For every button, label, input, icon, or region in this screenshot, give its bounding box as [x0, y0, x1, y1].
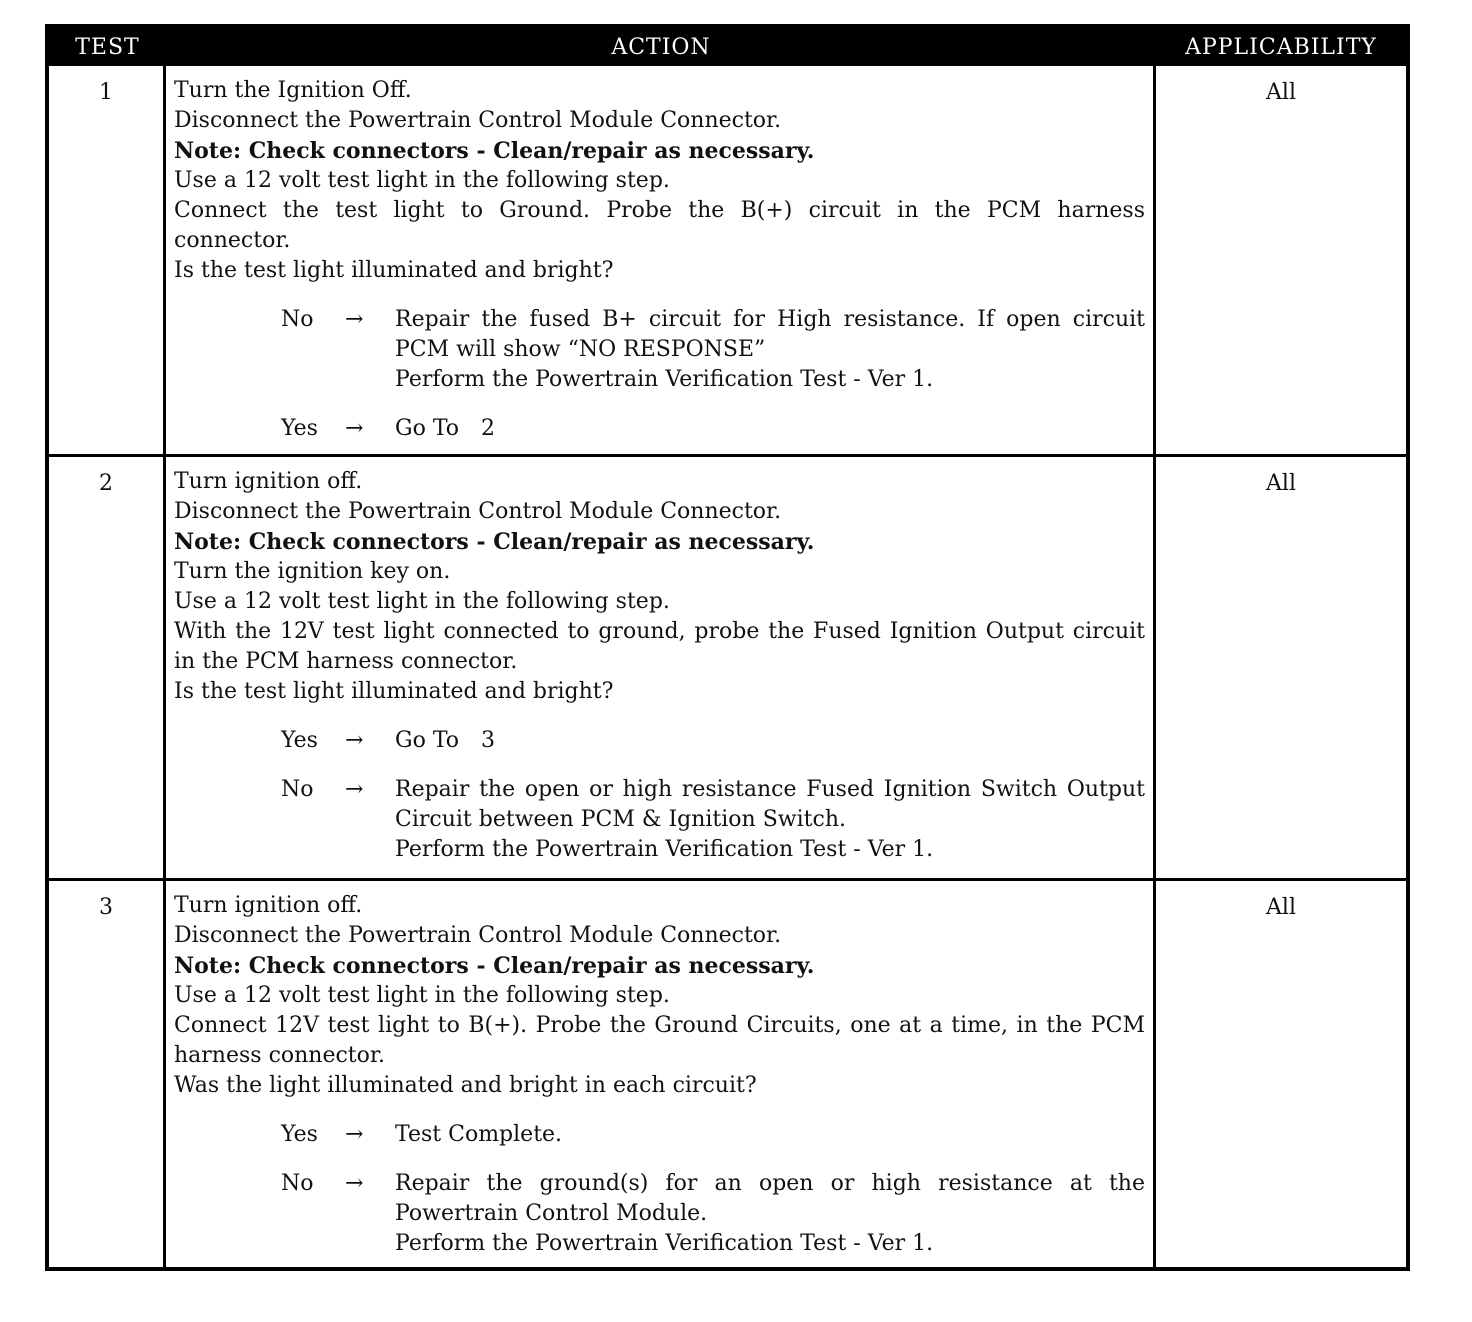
outcome-no	[174, 1169, 1145, 1259]
outcome-text	[395, 726, 1145, 756]
outcome-text: Repair the fused B+ circuit for High resistance. If open circuit PCM will show “NO RESPONSE” Perform the Powertrain Verification Test - Ver 1.	[395, 307, 1145, 392]
outcome-yes	[174, 726, 1145, 756]
table-header	[49, 28, 1406, 66]
test-number: 1	[49, 66, 166, 454]
header-test: TEST	[75, 34, 140, 60]
arrow-icon: →	[345, 307, 364, 332]
applicability-value: All	[1266, 471, 1296, 496]
outcome-text	[395, 414, 1145, 444]
outcome-yes	[174, 414, 1145, 444]
action-line: Use a 12 volt test light in the following step.	[174, 589, 670, 614]
test-number: 3	[49, 881, 166, 1267]
action-question: Is the test light illuminated and bright?	[174, 679, 614, 704]
goto-text: Go To	[395, 728, 460, 753]
action-note: Note: Check connectors - Clean/repair as necessary.	[174, 138, 815, 164]
outcome-label: Yes	[281, 1122, 318, 1147]
action-note: Note: Check connectors - Clean/repair as necessary.	[174, 953, 815, 979]
arrow-icon: →	[345, 728, 364, 753]
arrow-icon: →	[345, 416, 364, 441]
outcome-text: Repair the ground(s) for an open or high resistance at the Powertrain Control Module. Perform the Powertrain Verification Test - Ver 1.	[395, 1171, 1145, 1256]
test-number: 2	[49, 457, 166, 878]
action-line: Turn the ignition key on.	[174, 559, 451, 584]
action-line: Turn ignition off.	[174, 469, 363, 494]
action-line: Connect 12V test light to B(+). Probe the Ground Circuits, one at a time, in the PCM harness connector.	[174, 1013, 1145, 1068]
table-row	[49, 66, 1406, 454]
action-question: Was the light illuminated and bright in each circuit?	[174, 1073, 757, 1098]
outcome-text: Test Complete.	[395, 1122, 563, 1147]
header-applicability: APPLICABILITY	[1185, 34, 1377, 60]
action-cell	[166, 66, 1156, 454]
table-row	[49, 878, 1406, 1267]
action-line: Connect the test light to Ground. Probe the B(+) circuit in the PCM harness connector.	[174, 198, 1145, 253]
arrow-icon: →	[345, 1171, 364, 1196]
outcome-yes	[174, 1120, 1145, 1150]
goto-number: 2	[481, 416, 496, 441]
table-row	[49, 454, 1406, 878]
action-line: Disconnect the Powertrain Control Module Connector.	[174, 499, 782, 524]
header-action: ACTION	[611, 34, 711, 60]
action-line: With the 12V test light connected to ground, probe the Fused Ignition Output circuit in the PCM harness connector.	[174, 619, 1145, 674]
action-line: Disconnect the Powertrain Control Module Connector.	[174, 108, 782, 133]
goto-text: Go To	[395, 416, 460, 441]
applicability-value: All	[1266, 895, 1296, 920]
outcome-label: No	[281, 777, 314, 802]
arrow-icon: →	[345, 1122, 364, 1147]
action-line: Disconnect the Powertrain Control Module Connector.	[174, 923, 782, 948]
action-note: Note: Check connectors - Clean/repair as necessary.	[174, 529, 815, 555]
action-line: Turn ignition off.	[174, 893, 363, 918]
action-cell	[166, 457, 1156, 878]
outcome-label: Yes	[281, 416, 318, 441]
outcome-label: No	[281, 307, 314, 332]
outcome-label: No	[281, 1171, 314, 1196]
action-line: Turn the Ignition Off.	[174, 78, 412, 103]
goto-number: 3	[481, 728, 496, 753]
action-cell	[166, 881, 1156, 1267]
outcome-no	[174, 775, 1145, 865]
action-line: Use a 12 volt test light in the following step.	[174, 168, 670, 193]
outcome-no	[174, 305, 1145, 395]
applicability-value: All	[1266, 80, 1296, 105]
action-line: Use a 12 volt test light in the following step.	[174, 983, 670, 1008]
action-question: Is the test light illuminated and bright?	[174, 258, 614, 283]
outcome-label: Yes	[281, 728, 318, 753]
outcome-text: Repair the open or high resistance Fused Ignition Switch Output Circuit between PCM & Ignition Switch. Perform the Powertrain Verification Test - Ver 1.	[395, 777, 1145, 862]
diagnostic-table	[45, 24, 1410, 1271]
arrow-icon: →	[345, 777, 364, 802]
